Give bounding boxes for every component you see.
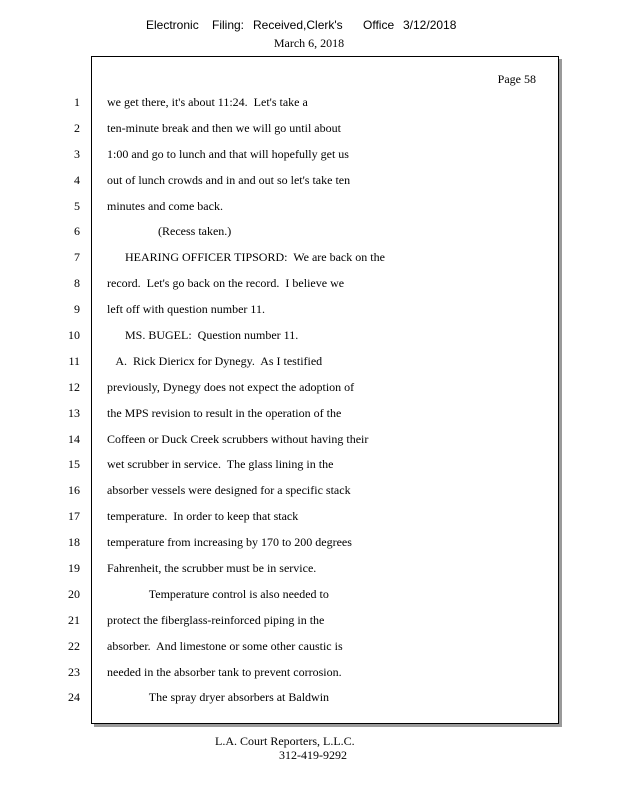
transcript-line: temperature. In order to keep that stack bbox=[107, 509, 299, 524]
transcript-line: protect the fiberglass-reinforced piping in the bbox=[107, 612, 325, 627]
reporter-phone: 312-419-9292 bbox=[279, 748, 347, 762]
transcript-line: Fahrenheit, the scrubber must be in service. bbox=[107, 561, 317, 576]
transcript-line: out of lunch crowds and in and out so let's take ten bbox=[107, 172, 351, 187]
line-number: 18 bbox=[68, 535, 80, 550]
line-number-column bbox=[56, 92, 80, 713]
line-number: 1 bbox=[74, 95, 80, 109]
line-number: 5 bbox=[74, 198, 80, 213]
filing-stamp-office: Office bbox=[363, 18, 395, 32]
transcript-line: absorber. And limestone or some other caustic is bbox=[107, 638, 343, 653]
line-number: 2 bbox=[74, 120, 80, 135]
line-number: 22 bbox=[68, 638, 80, 653]
line-number: 21 bbox=[68, 612, 80, 627]
line-number: 10 bbox=[68, 328, 80, 343]
hearing-date: March 6, 2018 bbox=[273, 36, 345, 50]
transcript-line: wet scrubber in service. The glass lining in the bbox=[107, 457, 334, 472]
transcript-line: absorber vessels were designed for a specific stack bbox=[107, 483, 351, 498]
transcript-line: Temperature control is also needed to bbox=[107, 586, 329, 601]
transcript-line: record. Let's go back on the record. I believe we bbox=[107, 276, 345, 291]
line-number: 19 bbox=[68, 561, 80, 576]
transcript-line: needed in the absorber tank to prevent corrosion. bbox=[107, 664, 342, 679]
filing-stamp bbox=[0, 18, 618, 36]
line-number: 17 bbox=[68, 509, 80, 524]
line-number: 13 bbox=[68, 405, 80, 420]
transcript-line: temperature from increasing by 170 to 200 degrees bbox=[107, 535, 352, 550]
reporter-company: L.A. Court Reporters, L.L.C. bbox=[215, 734, 355, 748]
line-number: 6 bbox=[74, 224, 80, 239]
transcript-line: A. Rick Diericx for Dynegy. As I testified bbox=[107, 353, 323, 368]
filing-stamp-date: 3/12/2018 bbox=[403, 18, 457, 32]
transcript-line: previously, Dynegy does not expect the adoption of bbox=[107, 379, 355, 394]
line-number: 24 bbox=[68, 690, 80, 705]
line-number: 8 bbox=[74, 276, 80, 291]
line-number: 9 bbox=[74, 302, 80, 317]
line-number: 7 bbox=[74, 250, 80, 265]
transcript-line: Coffeen or Duck Creek scrubbers without having their bbox=[107, 431, 369, 446]
filing-stamp-received: Received,Clerk's bbox=[253, 18, 343, 32]
line-number: 15 bbox=[68, 457, 80, 472]
filing-stamp-filing: Filing: bbox=[212, 18, 245, 32]
line-number: 4 bbox=[74, 172, 80, 187]
transcript-text bbox=[107, 92, 547, 713]
line-number: 23 bbox=[68, 664, 80, 679]
transcript-line: (Recess taken.) bbox=[107, 224, 232, 239]
transcript-line: left off with question number 11. bbox=[107, 302, 265, 317]
line-number: 11 bbox=[68, 353, 80, 368]
transcript-line: minutes and come back. bbox=[107, 198, 223, 213]
transcript-line: HEARING OFFICER TIPSORD: We are back on the bbox=[107, 250, 385, 265]
transcript-line: the MPS revision to result in the operation of the bbox=[107, 405, 342, 420]
transcript-line: The spray dryer absorbers at Baldwin bbox=[107, 690, 330, 705]
line-number: 14 bbox=[68, 431, 80, 446]
page-number: Page 58 bbox=[497, 72, 536, 86]
line-number: 20 bbox=[68, 586, 80, 601]
transcript-line: MS. BUGEL: Question number 11. bbox=[107, 328, 299, 343]
filing-stamp-electronic: Electronic bbox=[146, 18, 199, 32]
line-number: 12 bbox=[68, 379, 80, 394]
transcript-line: we get there, it's about 11:24. Let's take a bbox=[107, 95, 308, 109]
line-number: 16 bbox=[68, 483, 80, 498]
transcript-line: ten-minute break and then we will go until about bbox=[107, 120, 341, 135]
line-number: 3 bbox=[74, 146, 80, 161]
transcript-line: 1:00 and go to lunch and that will hopefully get us bbox=[107, 146, 349, 161]
